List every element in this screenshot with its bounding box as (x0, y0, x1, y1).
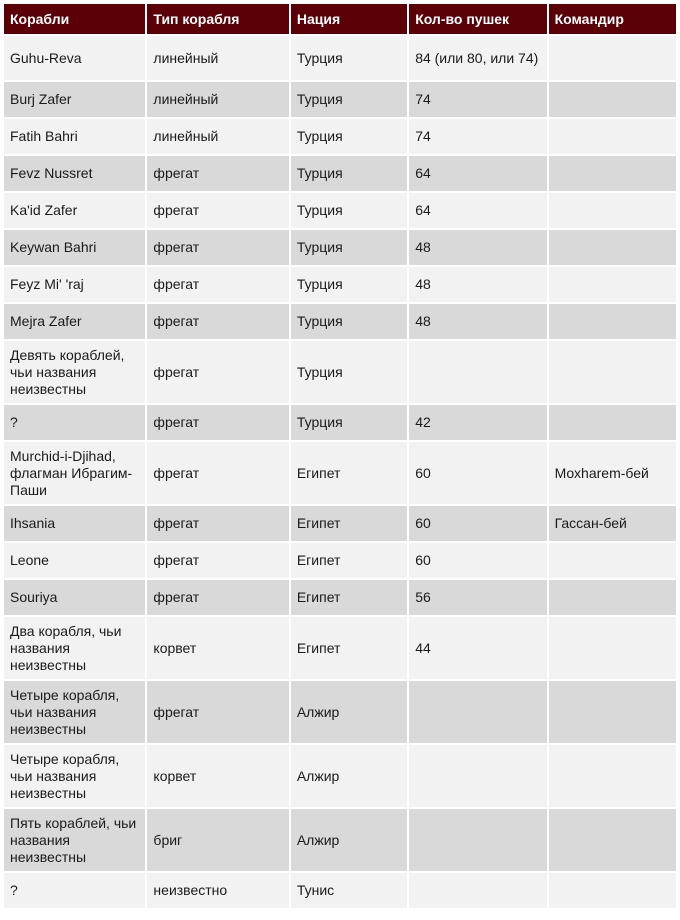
cell-type: фрегат (147, 405, 288, 440)
table-row (4, 442, 676, 504)
cell-type: фрегат (147, 193, 288, 228)
table-row (4, 119, 676, 154)
cell-guns: 60 (409, 442, 546, 504)
cell-type: фрегат (147, 506, 288, 541)
cell-type: фрегат (147, 156, 288, 191)
table-row (4, 809, 676, 871)
cell-ship: Fevz Nussret (4, 156, 145, 191)
cell-guns: 48 (409, 230, 546, 265)
cell-commander (549, 156, 676, 191)
table-row (4, 506, 676, 541)
cell-commander: Гассан-бей (549, 506, 676, 541)
cell-ship: Keywan Bahri (4, 230, 145, 265)
cell-nation: Алжир (291, 745, 407, 807)
cell-ship: Четыре корабля, чьи названия неизвестны (4, 681, 145, 743)
table-row (4, 617, 676, 679)
cell-commander (549, 36, 676, 80)
table-row (4, 193, 676, 228)
cell-nation: Турция (291, 82, 407, 117)
cell-guns: 48 (409, 267, 546, 302)
cell-commander (549, 341, 676, 403)
cell-nation: Турция (291, 405, 407, 440)
table-row (4, 304, 676, 339)
cell-type: фрегат (147, 681, 288, 743)
cell-ship: Feyz Mi' 'raj (4, 267, 145, 302)
header-gun-count: Кол-во пушек (409, 4, 546, 34)
cell-ship: Ihsania (4, 506, 145, 541)
cell-nation: Турция (291, 36, 407, 80)
cell-guns (409, 341, 546, 403)
cell-commander (549, 119, 676, 154)
cell-commander (549, 82, 676, 117)
table-row (4, 36, 676, 80)
cell-type: бриг (147, 809, 288, 871)
header-ship-type: Тип корабля (147, 4, 288, 34)
cell-ship: Ka'id Zafer (4, 193, 145, 228)
cell-type: фрегат (147, 442, 288, 504)
table-row (4, 82, 676, 117)
cell-nation: Турция (291, 156, 407, 191)
cell-ship: Souriya (4, 580, 145, 615)
cell-type: фрегат (147, 304, 288, 339)
table-row (4, 580, 676, 615)
cell-type: корвет (147, 617, 288, 679)
cell-nation: Египет (291, 543, 407, 578)
header-nation: Нация (291, 4, 407, 34)
cell-commander (549, 193, 676, 228)
cell-nation: Турция (291, 119, 407, 154)
cell-type: неизвестно (147, 873, 288, 908)
cell-guns: 56 (409, 580, 546, 615)
cell-commander (549, 617, 676, 679)
cell-guns (409, 745, 546, 807)
cell-commander (549, 681, 676, 743)
table-row (4, 681, 676, 743)
cell-nation: Турция (291, 304, 407, 339)
cell-ship: Пять кораблей, чьи названия неизвестны (4, 809, 145, 871)
cell-commander: Мохharem-бей (549, 442, 676, 504)
cell-ship: ? (4, 873, 145, 908)
cell-type: линейный (147, 82, 288, 117)
cell-ship: Девять кораблей, чьи названия неизвестны (4, 341, 145, 403)
table-row (4, 745, 676, 807)
cell-nation: Турция (291, 193, 407, 228)
cell-guns: 44 (409, 617, 546, 679)
cell-type: линейный (147, 119, 288, 154)
cell-type: линейный (147, 36, 288, 80)
cell-type: фрегат (147, 580, 288, 615)
ships-table (2, 2, 678, 910)
table-row (4, 230, 676, 265)
cell-nation: Египет (291, 442, 407, 504)
cell-commander (549, 543, 676, 578)
cell-guns: 64 (409, 156, 546, 191)
cell-commander (549, 230, 676, 265)
cell-guns: 64 (409, 193, 546, 228)
cell-commander (549, 405, 676, 440)
cell-guns: 48 (409, 304, 546, 339)
cell-guns: 74 (409, 119, 546, 154)
cell-ship: Два корабля, чьи названия неизвестны (4, 617, 145, 679)
cell-type: фрегат (147, 341, 288, 403)
cell-commander (549, 745, 676, 807)
cell-type: фрегат (147, 543, 288, 578)
cell-ship: Fatih Bahri (4, 119, 145, 154)
cell-guns: 42 (409, 405, 546, 440)
cell-guns: 60 (409, 543, 546, 578)
cell-type: фрегат (147, 230, 288, 265)
cell-ship: ? (4, 405, 145, 440)
cell-commander (549, 304, 676, 339)
cell-nation: Алжир (291, 809, 407, 871)
cell-ship: Burj Zafer (4, 82, 145, 117)
cell-nation: Тунис (291, 873, 407, 908)
cell-nation: Египет (291, 617, 407, 679)
cell-nation: Алжир (291, 681, 407, 743)
cell-nation: Турция (291, 230, 407, 265)
cell-nation: Египет (291, 580, 407, 615)
table-row (4, 341, 676, 403)
cell-nation: Турция (291, 341, 407, 403)
table-row (4, 267, 676, 302)
cell-guns (409, 681, 546, 743)
cell-guns (409, 809, 546, 871)
table-row (4, 405, 676, 440)
cell-type: фрегат (147, 267, 288, 302)
table-row (4, 873, 676, 908)
cell-ship: Murchid-i-Djihad, флагман Ибрагим-Паши (4, 442, 145, 504)
cell-nation: Турция (291, 267, 407, 302)
cell-commander (549, 873, 676, 908)
cell-guns: 84 (или 80, или 74) (409, 36, 546, 80)
header-commander: Командир (549, 4, 676, 34)
cell-type: корвет (147, 745, 288, 807)
cell-nation: Египет (291, 506, 407, 541)
cell-guns (409, 873, 546, 908)
cell-ship: Leone (4, 543, 145, 578)
header-row (4, 4, 676, 34)
cell-ship: Guhu-Reva (4, 36, 145, 80)
cell-commander (549, 267, 676, 302)
cell-guns: 60 (409, 506, 546, 541)
table-row (4, 543, 676, 578)
cell-ship: Mejra Zafer (4, 304, 145, 339)
cell-commander (549, 809, 676, 871)
cell-ship: Четыре корабля, чьи названия неизвестны (4, 745, 145, 807)
header-ships: Корабли (4, 4, 145, 34)
table-row (4, 156, 676, 191)
cell-commander (549, 580, 676, 615)
cell-guns: 74 (409, 82, 546, 117)
